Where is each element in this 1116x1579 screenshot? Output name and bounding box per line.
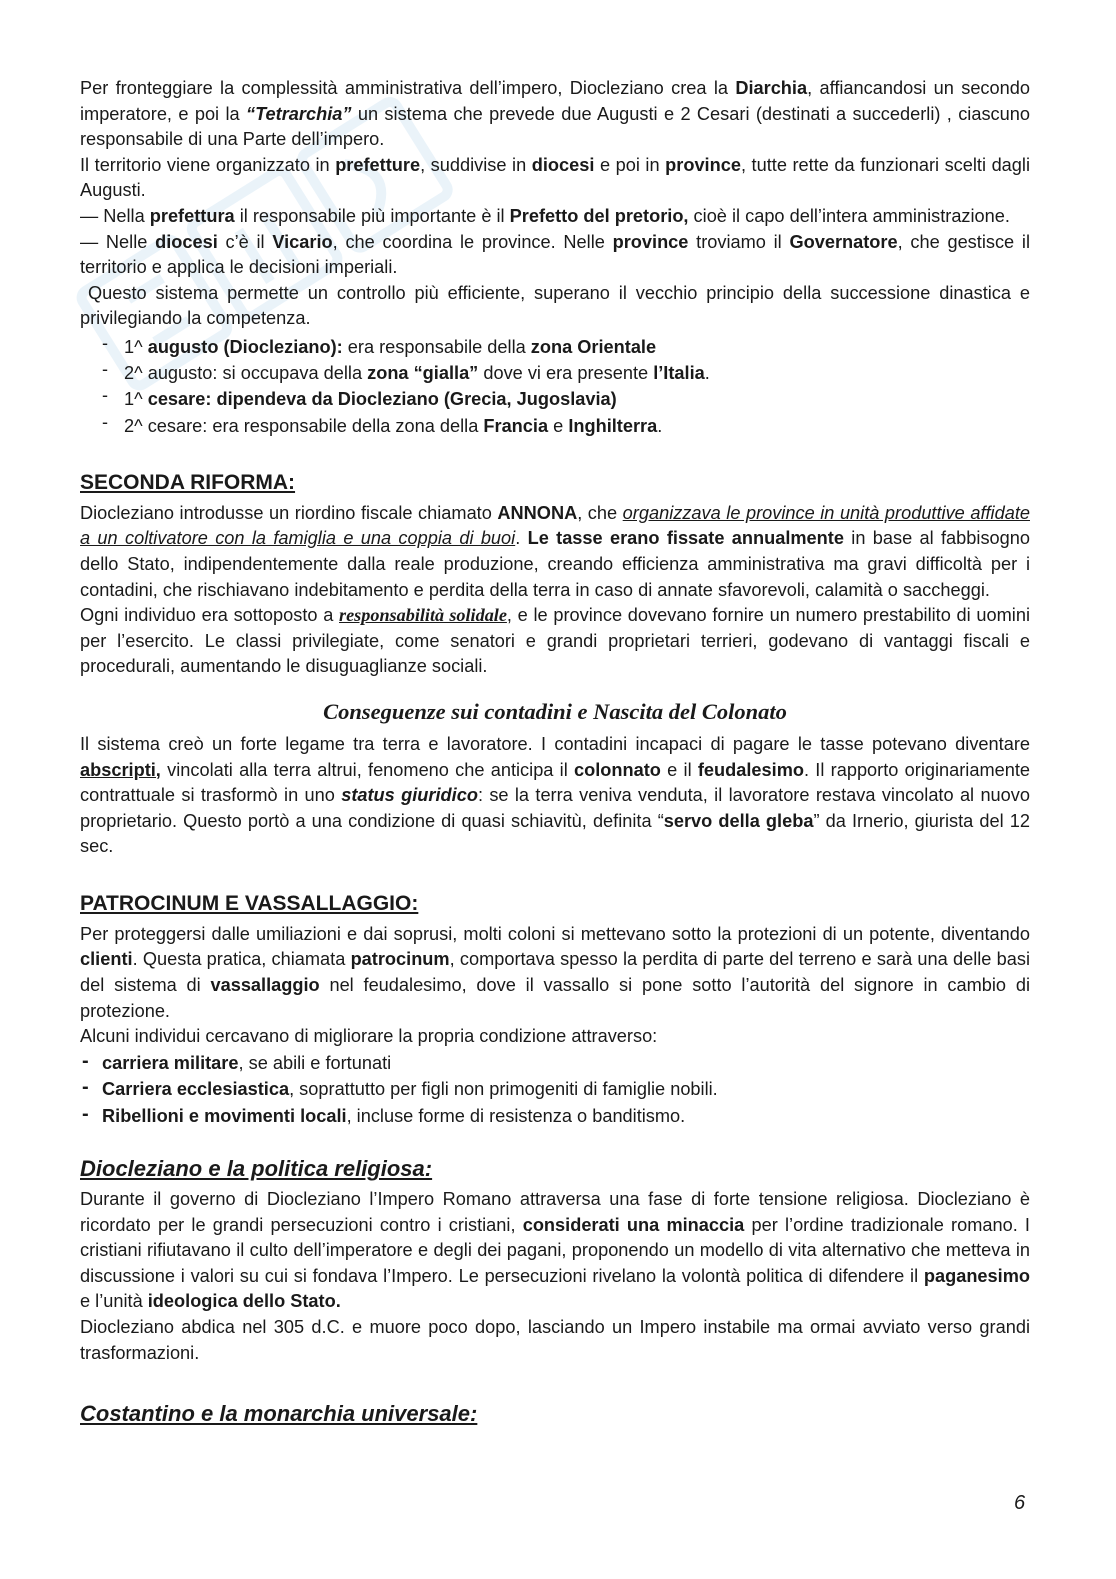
paragraph-alcuni: Alcuni individui cercavano di migliorare la propria condizione attraverso:	[80, 1026, 658, 1047]
page-number: 6	[1014, 1492, 1026, 1514]
list-item: - carriera militare, se abili e fortunati	[80, 1050, 1030, 1076]
section-heading-seconda-riforma: SECONDA RIFORMA:	[80, 470, 296, 494]
paragraph-responsabilita: Ogni individuo era sottoposto a responsabilità solidale, e le province dovevano fornire un numero prestabilito di uomini per l’esercito. Le classi privilegiate, come senatori e grandi proprietari terrieri, godevano di vantaggi fiscali e procedurali, aumentando le disuguaglianze sociali.	[80, 605, 1030, 677]
paragraph-territory: Il territorio viene organizzato in prefetture, suddivise in diocesi e poi in province, tutte rette da funzionari scelti dagli Augusti.	[80, 154, 1030, 201]
section-heading-colonato: Conseguenze sui contadini e Nascita del Colonato	[323, 698, 787, 724]
list-item: - Ribellioni e movimenti locali, incluse forme di resistenza o banditismo.	[80, 1103, 1030, 1129]
list-item: - 1^ augusto (Diocleziano): era responsabile della zona Orientale	[102, 334, 1030, 360]
section-heading-costantino: Costantino e la monarchia universale:	[80, 1401, 478, 1427]
mobility-list	[80, 1050, 1030, 1129]
paragraph-patrocinum: Per proteggersi dalle umiliazioni e dai soprusi, molti coloni si mettevano sotto la protezioni di un potente, diventando clienti. Questa pratica, chiamata patrocinum, comportava spesso la perdita di parte del terreno e sarà una delle basi del sistema di vassallaggio nel feudalesimo, dove il vassallo si pone sotto l’autorità del signore in cambio di protezione.	[80, 923, 1030, 1021]
section-heading-politica-religiosa: Diocleziano e la politica religiosa:	[80, 1156, 433, 1182]
paragraph-intro: Per fronteggiare la complessità amministrativa dell’impero, Diocleziano crea la Diarchia, affiancandosi un secondo imperatore, e poi la “Tetrarchia” un sistema che prevede due Augusti e 2 Cesari (destinati a succederli) , ciascuno responsabile di una Parte dell’impero.	[80, 78, 1030, 150]
paragraph-prefettura: — Nella prefettura il responsabile più importante è il Prefetto del pretorio, cioè il capo dell’intera amministrazione.	[80, 205, 1010, 226]
paragraph-diocesi: — Nelle diocesi c’è il Vicario, che coordina le province. Nelle province troviamo il Governatore, che gestisce il territorio e applica le decisioni imperiali.	[80, 231, 1030, 278]
section-heading-patrocinum: PATROCINUM E VASSALLAGGIO:	[80, 891, 419, 915]
list-item: - 2^ cesare: era responsabile della zona della Francia e Inghilterra.	[102, 413, 1030, 439]
paragraph-religione: Durante il governo di Diocleziano l’Impero Romano attraversa una fase di forte tensione religiosa. Diocleziano è ricordato per le grandi persecuzioni contro i cristiani, considerati una minaccia per l’ordine tradizionale romano. I cristiani rifiutavano il culto dell’imperatore e degli dei pagani, proponendo un modello di vita alternativo che metteva in discussione i valori su cui si fondava l’Impero. Le persecuzioni rivelano la volontà politica di difendere il paganesimo e l’unità ideologica dello Stato.	[80, 1189, 1030, 1312]
paragraph-abdicazione: Diocleziano abdica nel 305 d.C. e muore poco dopo, lasciando un Impero instabile ma ormai avviato verso grandi trasformazioni.	[80, 1317, 1030, 1363]
paragraph-colonato: Il sistema creò un forte legame tra terra e lavoratore. I contadini incapaci di pagare le tasse potevano diventare abscripti, vincolati alla terra altrui, fenomeno che anticipa il colonnato e il feudalesimo. Il rapporto originariamente contrattuale si trasformò in uno status giuridico: se la terra veniva venduta, il lavoratore restava vincolato al nuovo proprietario. Questo portò a una condizione di quasi schiavitù, definita “servo della gleba” da Irnerio, giurista del 12 sec.	[80, 733, 1031, 857]
list-item: - 2^ augusto: si occupava della zona “gialla” dove vi era presente l’Italia.	[102, 360, 1030, 386]
paragraph-system: Questo sistema permette un controllo più efficiente, superano il vecchio principio della successione dinastica e privilegiando la competenza.	[80, 282, 1030, 329]
list-item: - Carriera ecclesiastica, soprattutto per figli non primogeniti di famiglie nobili.	[80, 1076, 1030, 1102]
tetrarchy-list	[80, 334, 1030, 439]
list-item: - 1^ cesare: dipendeva da Diocleziano (Grecia, Jugoslavia)	[102, 386, 1030, 412]
paragraph-annona: Diocleziano introdusse un riordino fiscale chiamato ANNONA, che organizzava le province in unità produttive affidate a un coltivatore con la famiglia e una coppia di buoi. Le tasse erano fissate annualmente in base al fabbisogno dello Stato, indipendentemente dalla reale produzione, creando efficienza amministrativa ma gravi difficoltà per i contadini, che rischiavano indebitamento e perdita della terra in caso di annate sfavorevoli, calamità o saccheggi.	[80, 502, 1030, 600]
document-page	[80, 76, 1030, 1432]
